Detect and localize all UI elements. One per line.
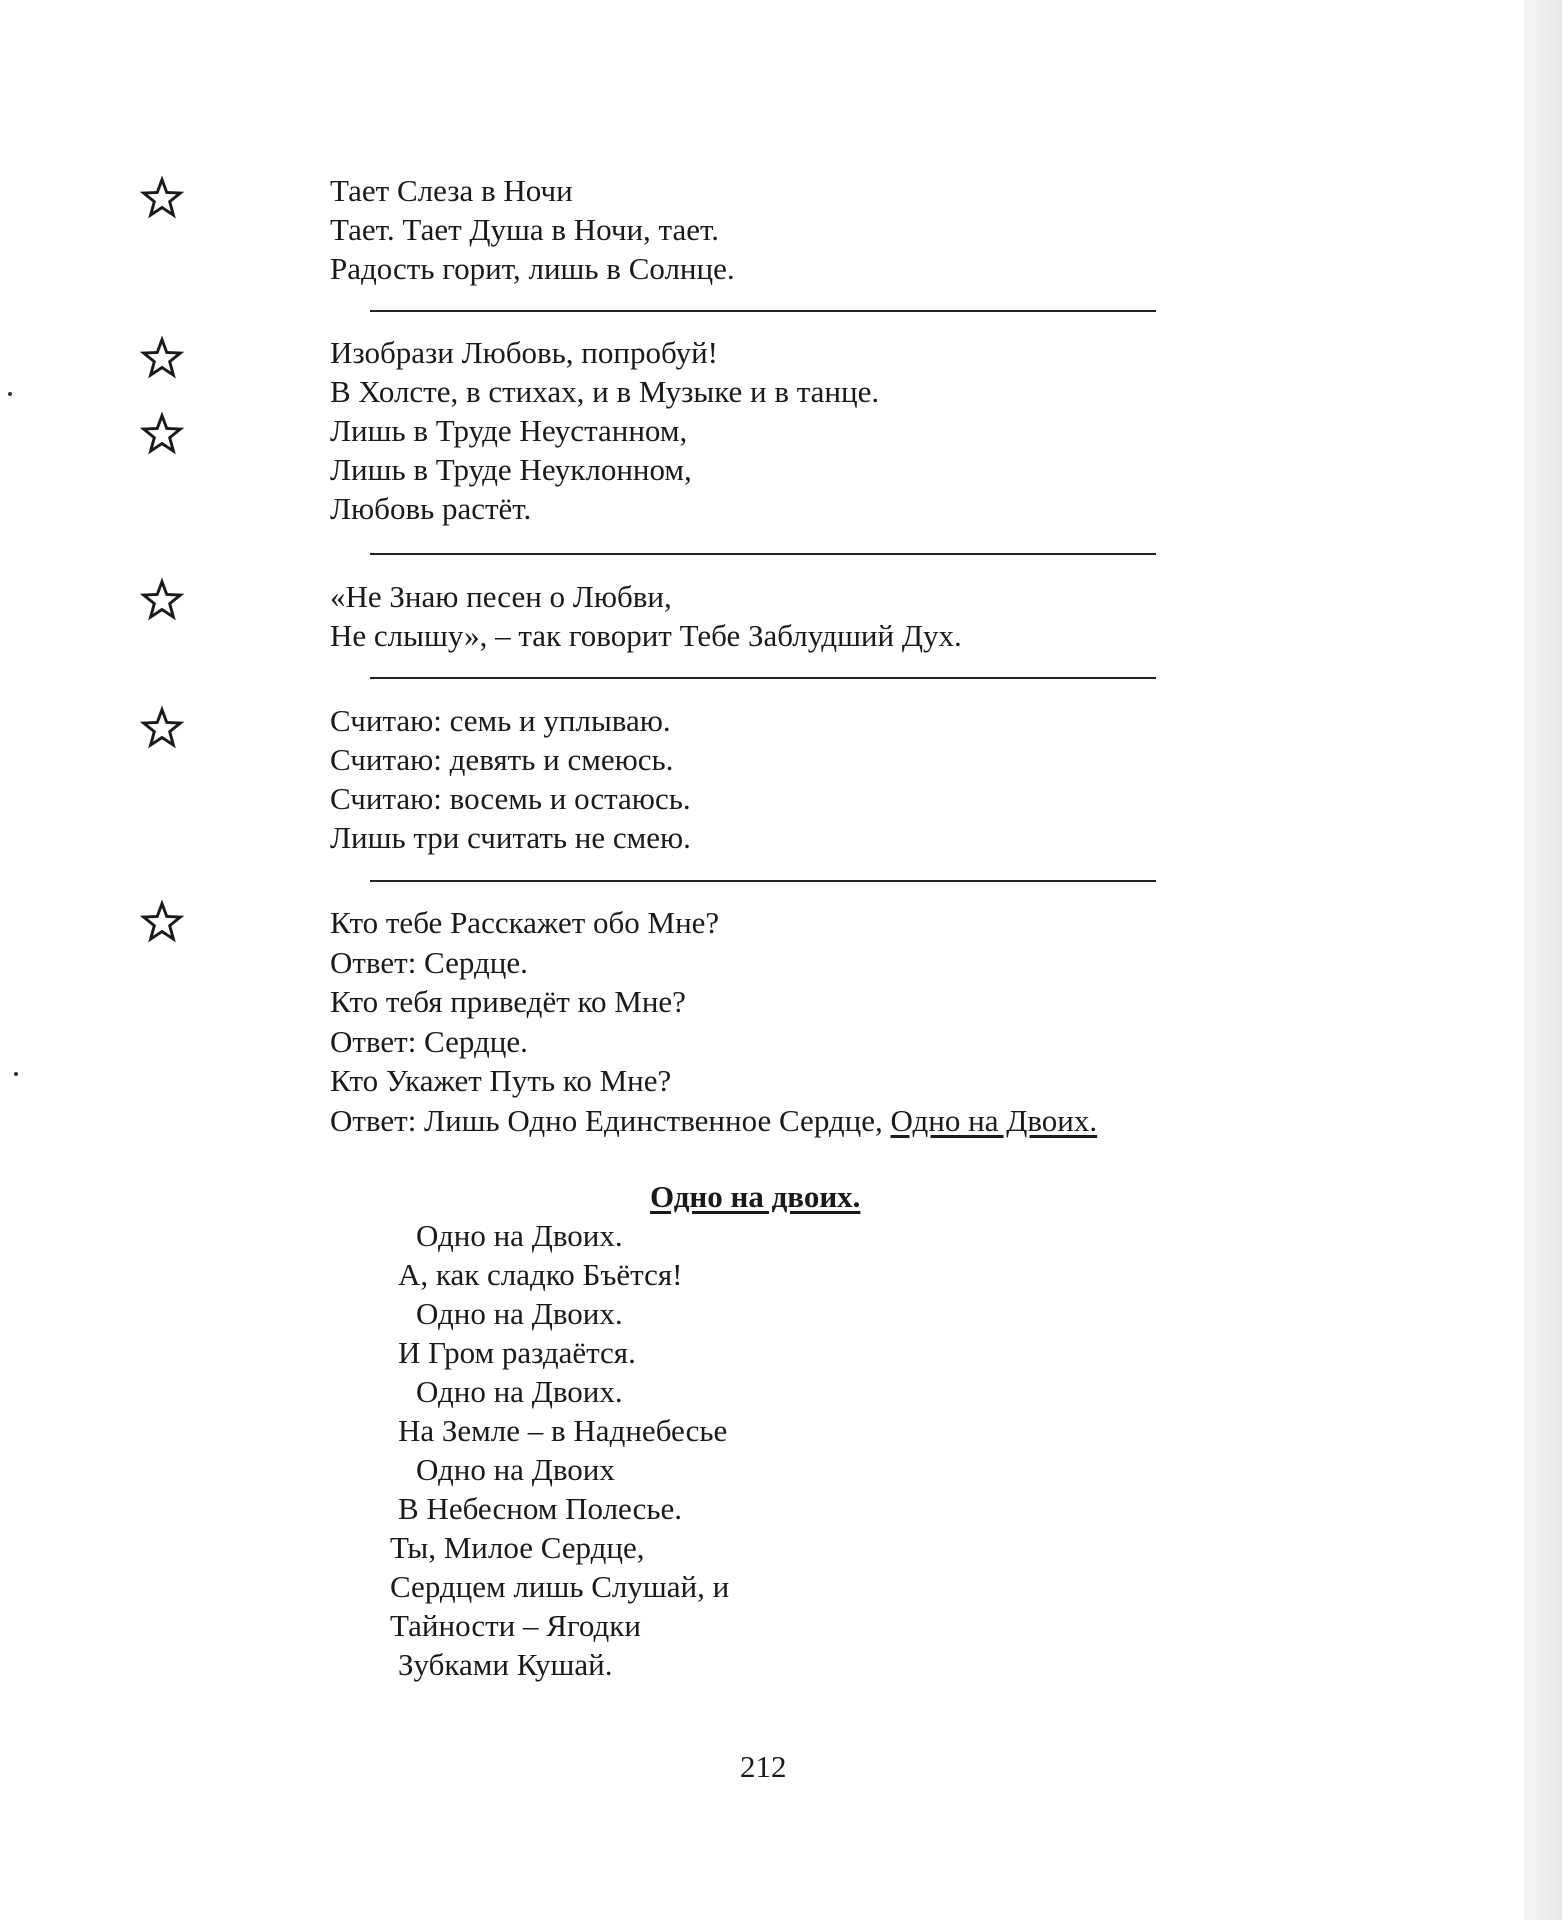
- section-divider: [370, 880, 1156, 882]
- verse-line: Тает Слеза в Ночи: [330, 173, 573, 208]
- poem-line: Одно на Двоих: [416, 1452, 615, 1487]
- verse-line: «Не Знаю песен о Любви,: [330, 579, 672, 614]
- scan-speck: [8, 392, 12, 396]
- scan-speck: [14, 1072, 18, 1076]
- star-bullet-icon: [140, 706, 184, 750]
- verse-line: Ответ: Сердце.: [330, 945, 528, 980]
- underlined-phrase: Одно на Двоих.: [890, 1103, 1098, 1138]
- verse-line: Считаю: семь и уплываю.: [330, 703, 671, 738]
- poem-line: А, как сладко Бъётся!: [398, 1257, 683, 1292]
- verse-line-answer: [330, 1102, 1097, 1140]
- star-bullet-icon: [140, 900, 184, 944]
- star-bullet-icon: [140, 176, 184, 220]
- verse-line: Ответ: Сердце.: [330, 1024, 528, 1059]
- section-divider: [370, 553, 1156, 555]
- verse-line: Радость горит, лишь в Солнце.: [330, 251, 735, 286]
- section-divider: [370, 310, 1156, 312]
- poem-line: И Гром раздаётся.: [398, 1335, 636, 1370]
- verse-line: Не слышу», – так говорит Тебе Заблудший Дух.: [330, 618, 962, 653]
- poem-line: Сердцем лишь Слушай, и: [390, 1569, 730, 1604]
- verse-line: Кто Укажет Путь ко Мне?: [330, 1063, 672, 1098]
- verse-line: Считаю: девять и смеюсь.: [330, 742, 674, 777]
- verse-line: Изобрази Любовь, попробуй!: [330, 335, 718, 370]
- star-bullet-icon: [140, 578, 184, 622]
- poem-line: В Небесном Полесье.: [398, 1491, 682, 1526]
- page-number: 212: [740, 1749, 787, 1784]
- poem-line: Одно на Двоих.: [416, 1218, 623, 1253]
- answer-text: Ответ: Лишь Одно Единственное Сердце,: [330, 1103, 891, 1138]
- poem-line: Зубками Кушай.: [398, 1647, 613, 1682]
- verse-line: Лишь в Труде Неустанном,: [330, 413, 688, 448]
- section-divider: [370, 677, 1156, 679]
- verse-line: Любовь растёт.: [330, 491, 532, 526]
- poem-line: Одно на Двоих.: [416, 1374, 623, 1409]
- verse-line: Лишь три считать не смею.: [330, 820, 691, 855]
- poem-title: Одно на двоих.: [650, 1179, 861, 1214]
- verse-line: Кто тебя приведёт ко Мне?: [330, 984, 686, 1019]
- verse-line: Считаю: восемь и остаюсь.: [330, 781, 691, 816]
- star-bullet-icon: [140, 412, 184, 456]
- verse-line: В Холсте, в стихах, и в Музыке и в танце.: [330, 374, 880, 409]
- poem-line: Одно на Двоих.: [416, 1296, 623, 1331]
- verse-line: Кто тебе Расскажет обо Мне?: [330, 905, 720, 940]
- verse-line: Тает. Тает Душа в Ночи, тает.: [330, 212, 719, 247]
- star-bullet-icon: [140, 336, 184, 380]
- page-edge-shadow: [1524, 0, 1562, 1920]
- poem-line: Ты, Милое Сердце,: [390, 1530, 645, 1565]
- poem-line: На Земле – в Наднебесье: [398, 1413, 728, 1448]
- poem-line: Тайности – Ягодки: [390, 1608, 641, 1643]
- verse-line: Лишь в Труде Неуклонном,: [330, 452, 692, 487]
